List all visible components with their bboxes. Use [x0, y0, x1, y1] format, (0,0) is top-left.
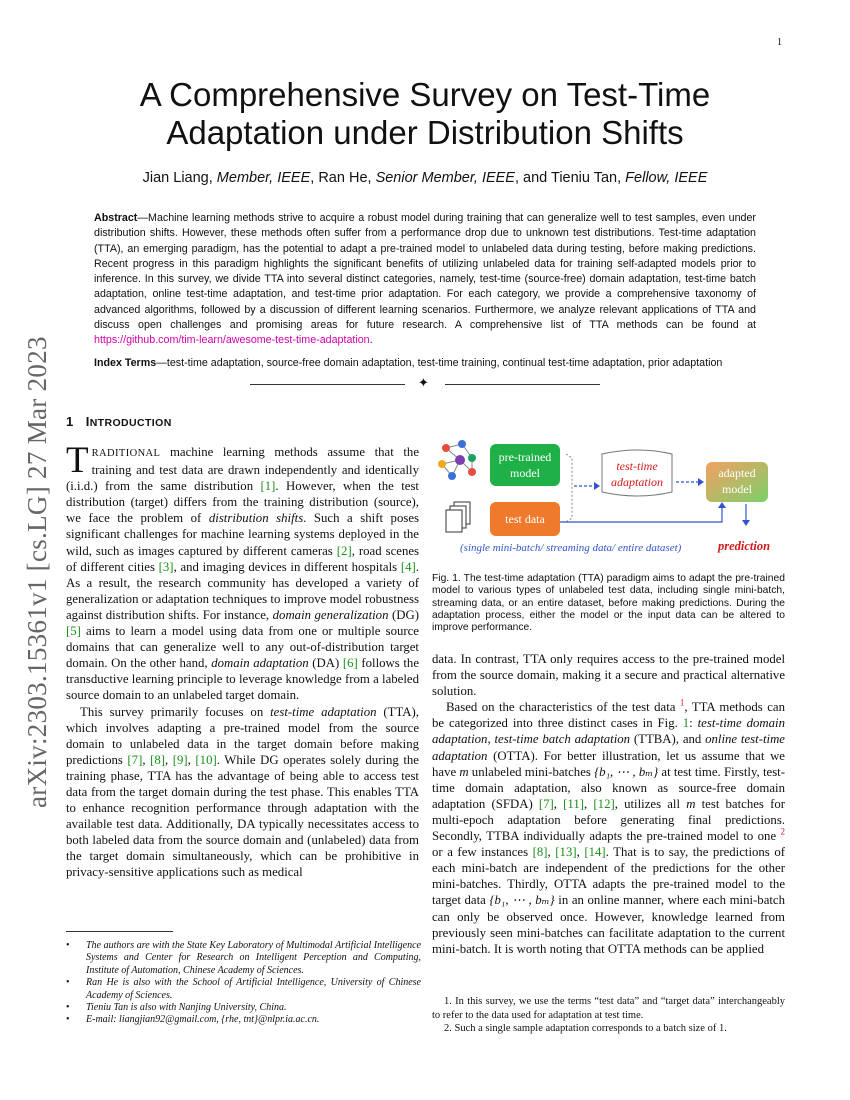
paragraph: Based on the characteristics of the test data $^1$, TTA methods can be categorized into three distinct cases in Fig. 1: test-time domain adaptation, test-time batch adaptation (TTBA), and online test-time adaptation (OTTA). For better illustration, let us assume that we have m unlabeled mini-batches {b₁, ⋯ , bₘ} at test time. Firstly, test-time domain adaptation, also known as source-free domain adaptation (SFDA) [7], [11], [12], utilizes all m test batches for multi-epoch adaptation before generating final predictions. Secondly, TTBA individually adapts the pre-trained model to one $^2$ or a few instances [8], [13], [14]. That is to say, the predictions of each mini-batch are independent of the predictions for the other mini-batches. Thirdly, OTTA adapts the pre-trained model to the target data {b₁, ⋯ , bₘ} in an online manner, where each mini-batch can only be observed once. However, knowledge learned from previously seen mini-batches can facilitate adaptation to the current mini-batch. It is worth noting that OTTA methods can be applied	[432, 698, 786, 956]
citation-link[interactable]: [7]	[538, 796, 554, 811]
affiliations	[66, 940, 421, 1027]
citation-link[interactable]: [12]	[593, 796, 615, 811]
footnotes	[432, 995, 785, 1036]
divider-line-right	[445, 384, 600, 385]
affiliation-item: • Tieniu Tan is also with Nanjing University, China.	[66, 1002, 421, 1014]
footnote-marker[interactable]: 1	[679, 698, 685, 709]
network-icon	[438, 440, 476, 480]
section-heading: 1 INTRODUCTION	[66, 414, 172, 429]
title-line-2: Adaptation under Distribution Shifts	[166, 114, 684, 151]
figure-1	[432, 438, 787, 558]
paragraph: TRADITIONAL machine learning methods assume that the training and test data are drawn independently and identically (i.i.d.) from the same distribution [1]. However, when the test distribution (target) differs from the training distribution (source), we face the problem of distribution shifts. Such a shift poses significant challenges for machine learning systems deployed in the wild, such as images captured by different cameras [2], road scenes of different cities [3], and imaging devices in different hospitals [4]. As a result, the research community has developed a variety of generalization or adaptation techniques to improve model robustness against distribution shifts. For instance, domain generalization (DG) [5] aims to learn a model using data from one or multiple source domains that can generalize well to any out-of-distribution target domain. On the other hand, domain adaptation (DA) [6] follows the transductive learning principle to leverage knowledge from a labeled source domain to an unlabeled target domain.	[66, 440, 420, 703]
arxiv-id: arXiv:2303.15361v1 [cs.LG] 27 Mar 2023	[22, 336, 52, 808]
affiliation-item: • E-mail: liangjian92@gmail.com, {rhe, tnt}@nlpr.ia.ac.cn.	[66, 1014, 421, 1026]
figure-caption: Fig. 1. The test-time adaptation (TTA) paradigm aims to adapt the pre-trained model to various types of unlabeled test data, including single mini-batch, streaming data, or an entire dataset, before making predictions. During the adaptation process, either the model or the input data can be altered to improve performance.	[432, 573, 785, 634]
abstract: Abstract—Machine learning methods strive to acquire a robust model during training that can generalize well to test samples, even under distribution shifts. However, these methods often suffer from a performance drop due to unknown test distributions. Test-time adaptation (TTA), an emerging paradigm, has the potential to adapt a pre-trained model to unlabeled data during testing, before making predictions. Recent progress in this paradigm highlights the significant benefits of utilizing unlabeled data for training self-adapted models prior to inference. In this survey, we divide TTA into several distinct categories, namely, test-time (source-free) domain adaptation, test-time batch adaptation, online test-time adaptation, and test-time prior adaptation. For each category, we provide a comprehensive taxonomy of advanced algorithms, followed by a discussion of different learning scenarios. Furthermore, we analyze relevant applications of TTA and discuss open challenges and promising areas for future research. A comprehensive list of TTA methods can be found at https://github.com/tim-learn/awesome-test-time-adaptation.	[94, 212, 756, 347]
citation-link[interactable]: [10]	[195, 752, 217, 767]
right-column	[432, 651, 785, 957]
abstract-label: Abstract	[94, 212, 138, 224]
affiliation-item: • The authors are with the State Key Laboratory of Multimodal Artificial Intelligence Systems and Center for Research on Intelligent Perception and Computing, Institute of Automation, Chinese Academy of Sciences.	[66, 940, 421, 977]
github-link[interactable]: https://github.com/tim-learn/awesome-test-time-adaptation	[94, 334, 370, 347]
citation-link[interactable]: [8]	[150, 752, 165, 767]
title-line-1: A Comprehensive Survey on Test-Time	[139, 76, 711, 113]
divider-line-left	[250, 384, 405, 385]
author-list: Jian Liang, Member, IEEE, Ran He, Senior Member, IEEE, and Tieniu Tan, Fellow, IEEE	[142, 170, 708, 186]
index-terms-text: —test-time adaptation, source-free domain adaptation, test-time training, continual test-time adaptation, prior adaptation	[156, 357, 723, 369]
citation-link[interactable]: [14]	[584, 845, 606, 860]
paragraph: data. In contrast, TTA only requires access to the pre-trained model from the source domain, making it a secure and practical alternative solution.	[432, 652, 785, 699]
citation-link[interactable]: [11]	[563, 796, 585, 811]
affiliation-item: • Ran He is also with the School of Artificial Intelligence, University of Chinese Academy of Sciences.	[66, 977, 421, 1002]
section-divider	[250, 377, 600, 393]
index-terms-label: Index Terms	[94, 357, 157, 369]
footnote-rule	[66, 931, 173, 932]
adapted-label-1: adapted	[718, 466, 756, 480]
citation-link[interactable]: [9]	[172, 752, 188, 767]
data-stack-icon	[446, 502, 470, 532]
adapted-label-2: model	[722, 482, 752, 496]
drop-cap: T	[66, 440, 89, 481]
citation-link[interactable]: [8]	[532, 845, 548, 860]
citation-link[interactable]: [5]	[66, 624, 81, 639]
pretrained-label-1: pre-trained	[498, 450, 552, 464]
citation-link[interactable]: [3]	[158, 559, 174, 574]
paper-title	[60, 76, 790, 152]
page-number: 1	[777, 37, 782, 48]
footnote-marker[interactable]: 2	[780, 826, 785, 837]
index-terms	[94, 356, 756, 370]
citation-link[interactable]: [13]	[555, 845, 577, 860]
abstract-text: —Machine learning methods strive to acquire a robust model during training that can generalize well to test samples, even under distribution shifts. However, these methods often suffer from a performance drop due to unknown test distributions. Test-time adaptation (TTA), an emerging paradigm, has the potential to adapt a pre-trained model to unlabeled data during testing, before making predictions. Recent progress in this paradigm highlights the significant benefits of utilizing unlabeled data for training self-adapted models prior to inference. In this survey, we divide TTA into several distinct categories, namely, test-time (source-free) domain adaptation, test-time batch adaptation, online test-time adaptation, and test-time prior adaptation. For each category, we provide a comprehensive taxonomy of advanced algorithms, followed by a discussion of different learning scenarios. Furthermore, we analyze relevant applications of TTA and discuss open challenges and promising areas for future research. A comprehensive list of TTA methods can be found at	[94, 212, 756, 332]
tta-scroll-box	[602, 450, 672, 496]
citation-link[interactable]: [6]	[342, 656, 358, 671]
data-note: (single mini-batch/ streaming data/ entire dataset)	[460, 542, 682, 554]
citation-link[interactable]: [1]	[260, 479, 276, 494]
tta-label-2: adaptation	[610, 475, 664, 489]
citation-link[interactable]: [2]	[336, 543, 352, 558]
divider-star-icon: ✦	[418, 375, 429, 390]
tta-label-1: test-time	[616, 459, 658, 473]
citation-link[interactable]: [4]	[400, 559, 416, 574]
pretrained-label-2: model	[510, 466, 540, 480]
footnote: 2. Such a single sample adaptation corresponds to a batch size of 1.	[444, 1023, 727, 1035]
paragraph: This survey primarily focuses on test-time adaptation (TTA), which involves adapting a pre-trained model from the source domain to unlabeled data in the target domain before making predictions [7], [8], [9], [10]. While DG operates solely during the training phase, TTA has the advantage of being able to access test data from the target domain during the test phase. This enables TTA to enhance recognition performance through adaptation with the available test data. Additionally, DA typically necessitates access to both labeled data from the source domain and (unlabeled) data from the target domain simultaneously, which can be prohibitive in privacy-sensitive applications such as medical	[66, 704, 419, 880]
prediction-label: prediction	[717, 539, 771, 553]
footnote: 1. In this survey, we use the terms “test data” and “target data” interchangeably to refer to the data used for adaptation at test time.	[432, 996, 785, 1021]
citation-link[interactable]: [7]	[127, 752, 143, 767]
figure-link[interactable]: 1	[682, 716, 690, 731]
test-data-label: test data	[505, 512, 545, 526]
left-column	[66, 440, 420, 881]
